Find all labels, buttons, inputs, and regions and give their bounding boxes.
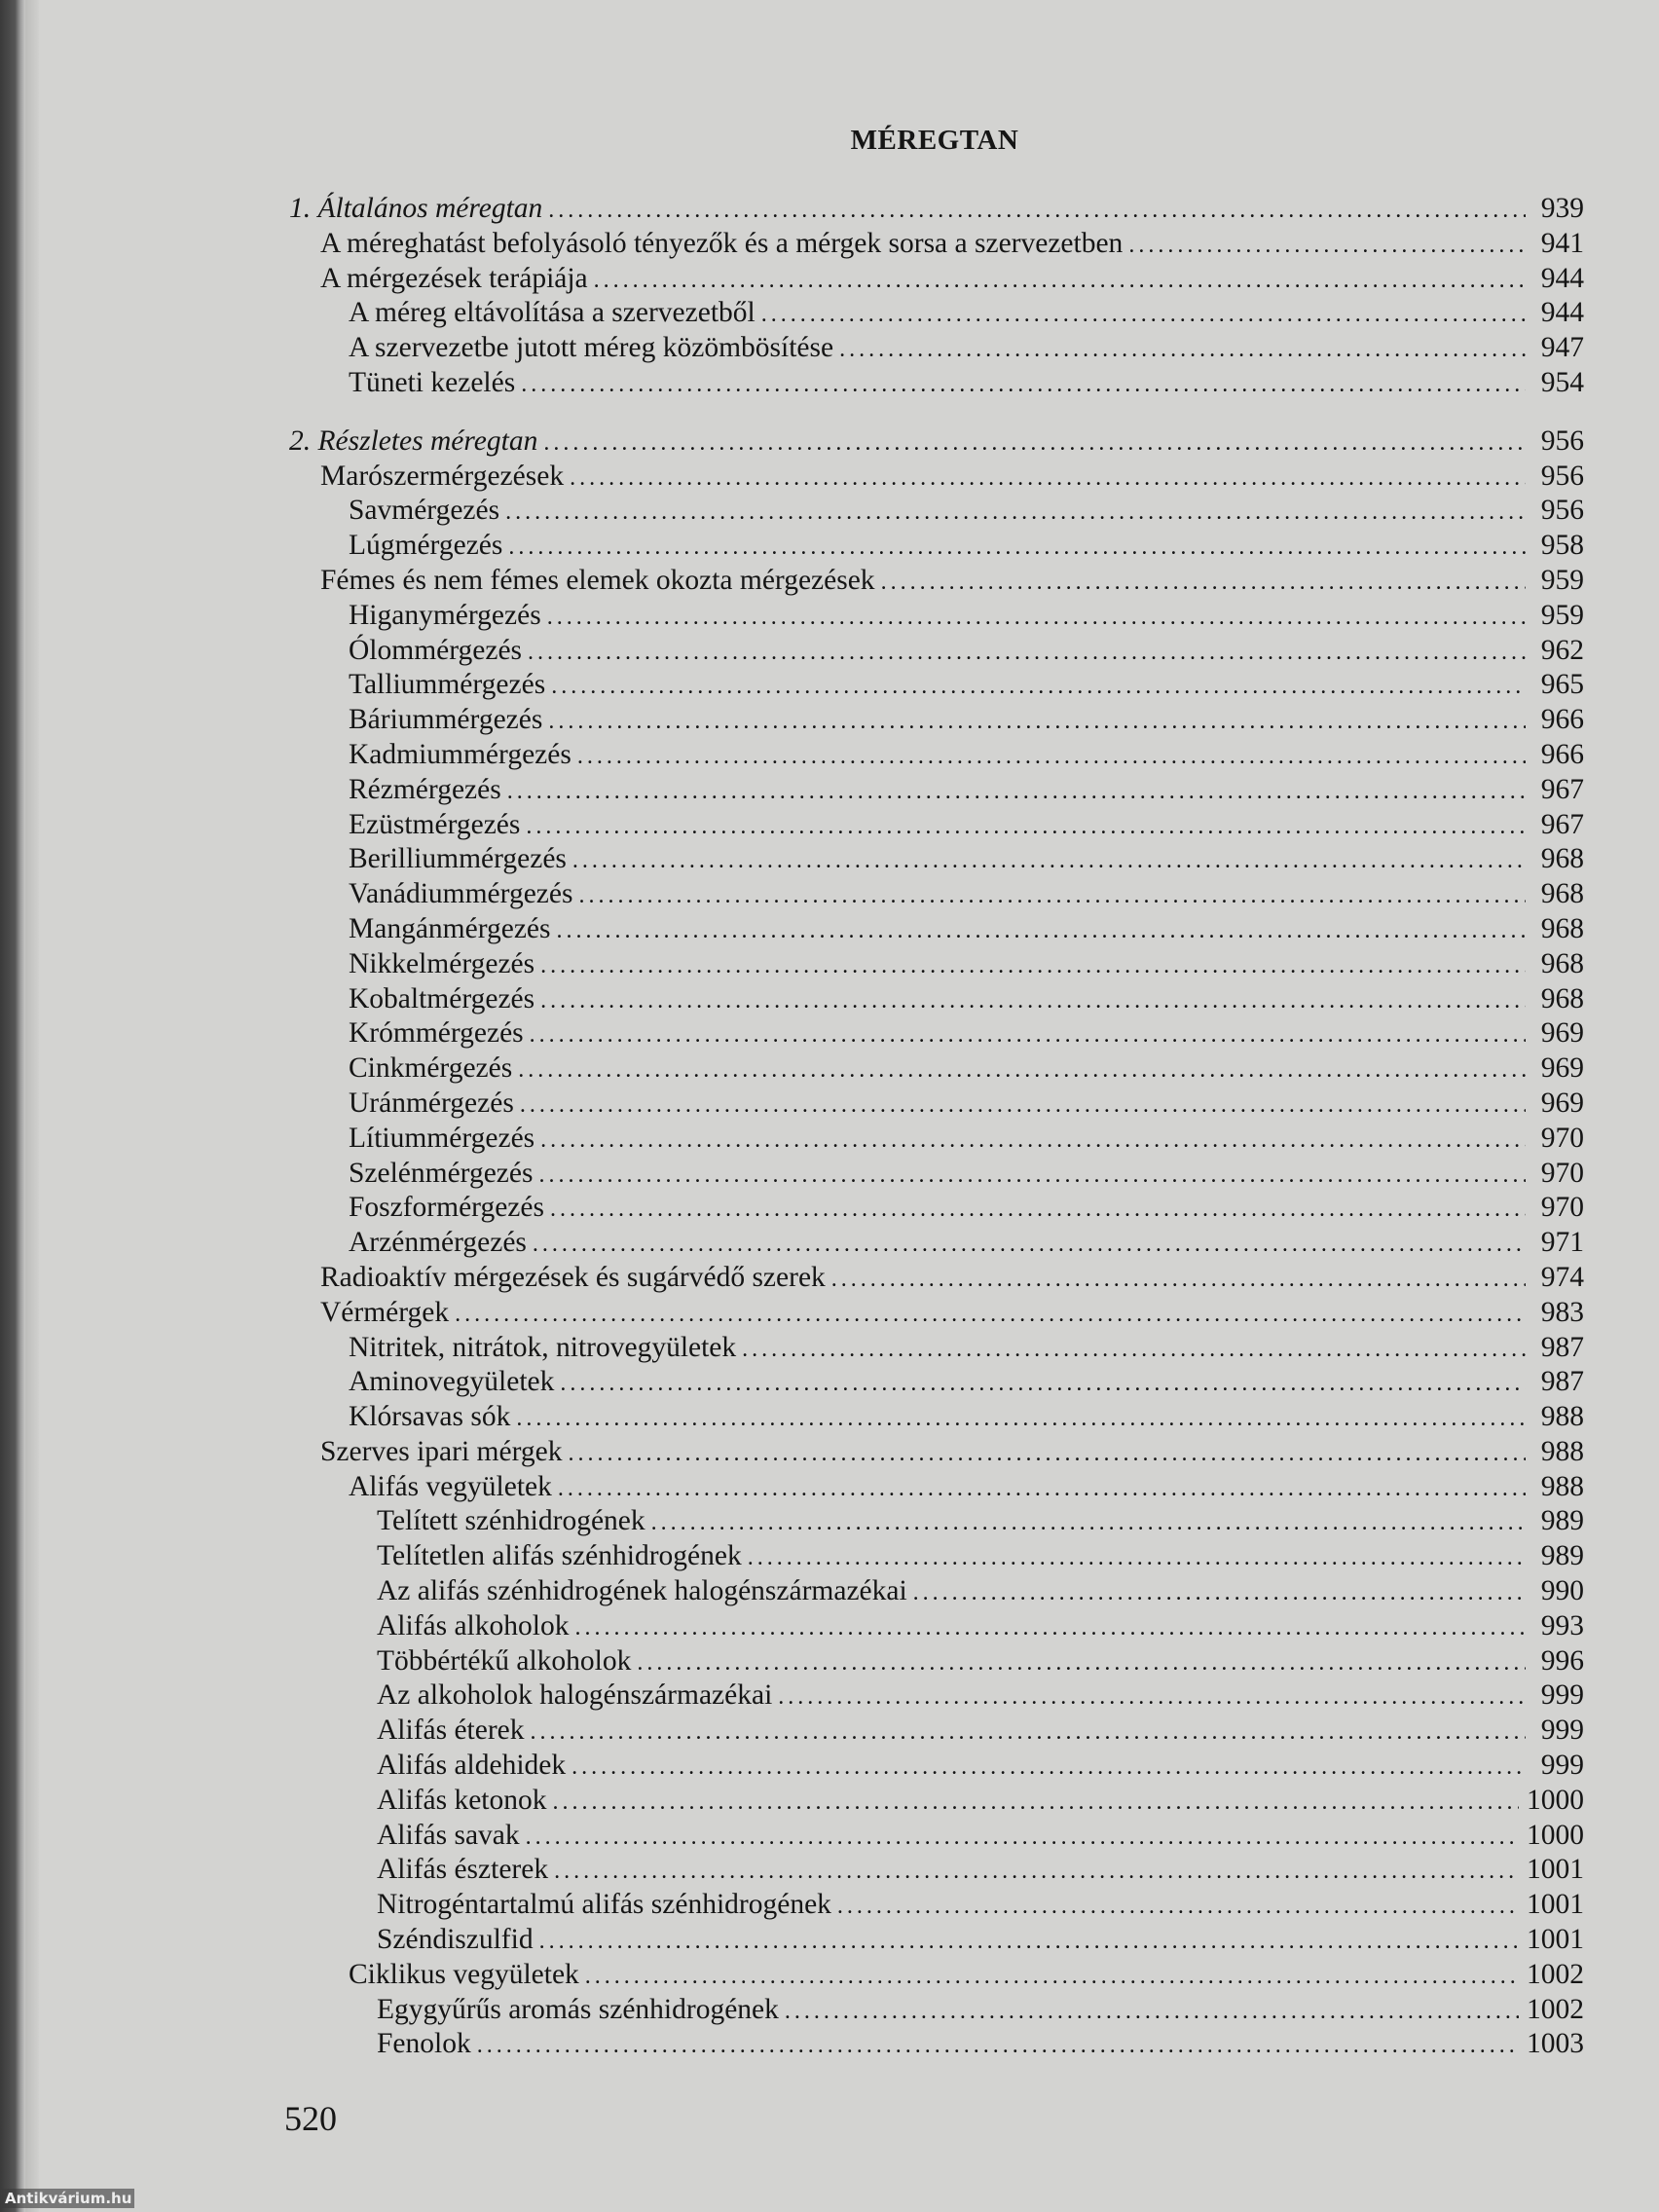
toc-entry-label: Ezüstmérgezés <box>349 808 521 840</box>
toc-entry-page: 959 <box>1540 599 1584 631</box>
toc-entry-page: 962 <box>1540 634 1584 666</box>
toc-entry <box>289 1994 1584 2029</box>
dot-leader <box>538 1162 1526 1189</box>
toc-entry-label: Ólommérgezés <box>349 634 523 666</box>
toc-entry-page: 1000 <box>1527 1819 1584 1851</box>
dot-leader <box>558 1476 1526 1502</box>
toc-entry <box>289 1750 1584 1785</box>
toc-entry <box>289 193 1584 228</box>
toc-entry <box>289 2028 1584 2063</box>
toc-entry-page: 966 <box>1540 704 1584 736</box>
dot-leader <box>521 372 1526 398</box>
toc-entry-label: Rézmérgezés <box>349 773 501 805</box>
toc-entry <box>289 1471 1584 1506</box>
toc-entry-page: 1001 <box>1527 1924 1584 1956</box>
table-of-contents <box>289 193 1584 2063</box>
toc-entry-page: 989 <box>1540 1505 1584 1537</box>
toc-entry-page: 1002 <box>1527 1993 1584 2025</box>
dot-leader <box>553 1789 1519 1816</box>
toc-entry-label: Foszformérgezés <box>349 1192 544 1224</box>
dot-leader <box>574 1615 1526 1641</box>
toc-entry <box>289 1017 1584 1052</box>
toc-entry-page: 987 <box>1540 1366 1584 1398</box>
toc-entry <box>289 530 1584 565</box>
toc-entry-page: 954 <box>1540 366 1584 398</box>
dot-leader <box>785 1999 1519 2025</box>
toc-entry <box>289 1505 1584 1540</box>
toc-entry <box>289 1820 1584 1855</box>
dot-leader <box>594 268 1526 294</box>
toc-entry-label: Nitritek, nitrátok, nitrovegyületek <box>349 1331 737 1363</box>
toc-entry <box>289 495 1584 530</box>
toc-entry-label: Alifás ketonok <box>377 1784 547 1816</box>
toc-entry-page: 974 <box>1540 1261 1584 1293</box>
toc-entry-label: Telített szénhidrogének <box>377 1505 645 1537</box>
toc-entry <box>289 425 1584 461</box>
book-spine-edge <box>0 0 25 2212</box>
toc-entry-label: Telítetlen alifás szénhidrogének <box>377 1540 742 1572</box>
toc-entry <box>289 1924 1584 1959</box>
toc-entry-label: Arzénmérgezés <box>349 1227 527 1259</box>
dot-leader <box>742 1337 1526 1363</box>
toc-entry-page: 968 <box>1540 912 1584 944</box>
toc-entry-label: Tüneti kezelés <box>349 366 516 398</box>
toc-entry-label: Talliummérgezés <box>349 669 546 701</box>
toc-entry-label: A szervezetbe jutott méreg közömbösítése <box>349 332 834 364</box>
toc-entry <box>289 913 1584 948</box>
toc-entry-label: Krómmérgezés <box>349 1017 524 1050</box>
dot-leader <box>533 1232 1526 1258</box>
toc-entry-page: 988 <box>1540 1470 1584 1502</box>
dot-leader <box>548 198 1526 224</box>
toc-entry-label: Vanádiummérgezés <box>349 878 573 910</box>
toc-entry <box>289 704 1584 739</box>
toc-entry <box>289 983 1584 1018</box>
toc-entry-page: 969 <box>1540 1017 1584 1050</box>
toc-entry-label: Széndiszulfid <box>377 1924 534 1956</box>
dot-leader <box>578 883 1526 909</box>
toc-entry-page: 965 <box>1540 669 1584 701</box>
dot-leader <box>585 1964 1519 1990</box>
toc-entry-label: Alifás vegyületek <box>349 1470 552 1502</box>
dot-leader <box>548 709 1526 735</box>
toc-entry-page: 968 <box>1540 947 1584 979</box>
toc-entry-label: Lítiummérgezés <box>349 1122 535 1154</box>
toc-entry-page: 970 <box>1540 1192 1584 1224</box>
page-title: MÉREGTAN <box>850 125 1019 156</box>
toc-entry-page: 987 <box>1540 1331 1584 1363</box>
toc-entry-page: 969 <box>1540 1087 1584 1119</box>
dot-leader <box>557 918 1526 944</box>
toc-entry <box>289 1679 1584 1714</box>
toc-entry <box>289 809 1584 844</box>
toc-entry-label: Fenolok <box>377 2028 471 2060</box>
toc-entry <box>289 669 1584 704</box>
toc-entry-label: Alifás észterek <box>377 1854 549 1886</box>
toc-entry <box>289 1959 1584 1994</box>
toc-entry-label: Alifás aldehidek <box>377 1750 567 1782</box>
toc-entry <box>289 1332 1584 1367</box>
toc-entry <box>289 1297 1584 1332</box>
dot-leader <box>526 814 1526 840</box>
toc-entry-label: Többértékű alkoholok <box>377 1644 632 1677</box>
toc-entry <box>289 461 1584 496</box>
toc-entry <box>289 739 1584 774</box>
toc-entry-label: 1. Általános méregtan <box>289 193 543 224</box>
dot-leader <box>568 1441 1526 1467</box>
toc-entry-page: 968 <box>1540 843 1584 875</box>
toc-entry-page: 1001 <box>1527 1889 1584 1921</box>
dot-leader <box>477 2033 1519 2059</box>
toc-entry <box>289 565 1584 600</box>
toc-entry-page: 999 <box>1540 1679 1584 1712</box>
toc-entry-label: Kadmiummérgezés <box>349 738 571 770</box>
toc-entry <box>289 1158 1584 1193</box>
toc-entry-label: A méreg eltávolítása a szervezetből <box>349 297 756 329</box>
toc-entry <box>289 297 1584 332</box>
toc-entry-label: Kobaltmérgezés <box>349 982 535 1014</box>
dot-leader <box>508 535 1526 561</box>
toc-entry-page: 969 <box>1540 1052 1584 1085</box>
toc-entry-label: A mérgezések terápiája <box>320 262 588 294</box>
toc-entry <box>289 1854 1584 1889</box>
dot-leader <box>571 1754 1526 1781</box>
dot-leader <box>528 640 1526 666</box>
toc-entry <box>289 1401 1584 1436</box>
dot-leader <box>507 779 1526 805</box>
toc-entry-page: 989 <box>1540 1540 1584 1572</box>
toc-entry-page: 956 <box>1540 460 1584 492</box>
dot-leader <box>778 1684 1526 1711</box>
toc-entry <box>289 228 1584 263</box>
toc-entry <box>289 843 1584 878</box>
toc-entry-page: 996 <box>1540 1644 1584 1677</box>
dot-leader <box>516 1406 1526 1432</box>
toc-entry-page: 944 <box>1540 262 1584 294</box>
dot-leader <box>748 1545 1526 1571</box>
toc-entry <box>289 332 1584 367</box>
toc-entry-page: 968 <box>1540 878 1584 910</box>
toc-entry-label: Berilliummérgezés <box>349 843 567 875</box>
toc-entry <box>289 1227 1584 1262</box>
toc-entry <box>289 600 1584 635</box>
toc-entry <box>289 1262 1584 1297</box>
toc-entry <box>289 1366 1584 1401</box>
toc-entry-label: Alifás alkoholok <box>377 1609 570 1641</box>
toc-entry <box>289 1540 1584 1575</box>
toc-entry-label: Az alifás szénhidrogének halogénszármazékai <box>377 1575 907 1607</box>
toc-entry <box>289 635 1584 670</box>
dot-leader <box>531 1719 1526 1746</box>
toc-entry-label: 2. Részletes méregtan <box>289 424 538 457</box>
toc-entry-label: Uránmérgezés <box>349 1087 514 1119</box>
toc-entry-page: 988 <box>1540 1435 1584 1467</box>
toc-entry <box>289 1052 1584 1088</box>
dot-leader <box>540 953 1526 979</box>
toc-entry-page: 966 <box>1540 738 1584 770</box>
toc-entry-label: Szerves ipari mérgek <box>320 1435 563 1467</box>
dot-leader <box>637 1650 1526 1677</box>
toc-entry-label: Klórsavas sók <box>349 1401 511 1433</box>
toc-entry-page: 967 <box>1540 808 1584 840</box>
toc-entry-label: Báriummérgezés <box>349 704 543 736</box>
toc-entry-label: Alifás savak <box>377 1819 520 1851</box>
toc-entry-page: 990 <box>1540 1575 1584 1607</box>
toc-entry-label: Mangánmérgezés <box>349 912 551 944</box>
toc-entry <box>289 1575 1584 1610</box>
toc-entry-label: Lúgmérgezés <box>349 530 503 562</box>
dot-leader <box>505 499 1526 526</box>
toc-entry-page: 988 <box>1540 1401 1584 1433</box>
dot-leader <box>540 988 1526 1014</box>
toc-entry-page: 959 <box>1540 564 1584 596</box>
page-number: 520 <box>284 2099 337 2138</box>
toc-entry-label: Alifás éterek <box>377 1714 525 1747</box>
watermark: Antikvárium.hu <box>2 2189 134 2208</box>
toc-entry-label: Vérmérgek <box>320 1296 450 1328</box>
toc-entry-page: 999 <box>1540 1750 1584 1782</box>
dot-leader <box>540 1127 1526 1154</box>
toc-entry-label: Szelénmérgezés <box>349 1157 534 1189</box>
toc-entry-page: 947 <box>1540 332 1584 364</box>
dot-leader <box>554 1859 1519 1885</box>
dot-leader <box>539 1929 1519 1955</box>
dot-leader <box>651 1510 1526 1536</box>
toc-entry-label: Ciklikus vegyületek <box>349 1958 579 1990</box>
toc-entry <box>289 1192 1584 1227</box>
dot-leader <box>572 848 1526 874</box>
dot-leader <box>577 744 1526 770</box>
toc-entry-page: 968 <box>1540 982 1584 1014</box>
page-edge <box>25 0 39 2212</box>
dot-leader <box>831 1267 1526 1293</box>
toc-entry-page: 971 <box>1540 1227 1584 1259</box>
toc-entry-page: 956 <box>1540 424 1584 457</box>
toc-entry-page: 967 <box>1540 773 1584 805</box>
toc-entry-label: Az alkoholok halogénszármazékai <box>377 1679 773 1712</box>
toc-entry <box>289 1645 1584 1680</box>
toc-entry <box>289 263 1584 298</box>
toc-entry-page: 941 <box>1540 227 1584 259</box>
toc-entry <box>289 1785 1584 1820</box>
dot-leader <box>543 430 1526 457</box>
toc-entry-page: 956 <box>1540 495 1584 527</box>
toc-entry-label: A méreghatást befolyásoló tényezők és a mérgek sorsa a szervezetben <box>320 227 1124 259</box>
toc-entry-page: 970 <box>1540 1157 1584 1189</box>
toc-entry-label: Nitrogéntartalmú alifás szénhidrogének <box>377 1889 831 1921</box>
dot-leader <box>518 1057 1526 1084</box>
dot-leader <box>530 1022 1526 1049</box>
toc-entry-page: 1000 <box>1527 1784 1584 1816</box>
toc-entry-label: Radioaktív mérgezések és sugárvédő szerek <box>320 1261 826 1293</box>
toc-entry <box>289 1436 1584 1471</box>
toc-entry-page: 1003 <box>1527 2028 1584 2060</box>
toc-entry-label: Nikkelmérgezés <box>349 947 535 979</box>
dot-leader <box>913 1580 1526 1606</box>
dot-leader <box>550 1197 1526 1223</box>
dot-leader <box>547 605 1526 631</box>
toc-entry-page: 944 <box>1540 297 1584 329</box>
toc-entry <box>289 774 1584 809</box>
toc-entry <box>289 878 1584 913</box>
toc-entry-page: 993 <box>1540 1609 1584 1641</box>
toc-entry-page: 983 <box>1540 1296 1584 1328</box>
dot-leader <box>551 674 1526 700</box>
toc-entry-label: Aminovegyületek <box>349 1366 555 1398</box>
toc-entry <box>289 1610 1584 1645</box>
toc-entry-page: 1001 <box>1527 1854 1584 1886</box>
toc-entry <box>289 1714 1584 1750</box>
dot-leader <box>526 1825 1519 1851</box>
toc-entry-label: Egygyűrűs aromás szénhidrogének <box>377 1993 779 2025</box>
dot-leader <box>520 1092 1526 1119</box>
toc-entry-label: Marószermérgezések <box>320 460 565 492</box>
dot-leader <box>1128 233 1526 259</box>
dot-leader <box>570 465 1526 492</box>
toc-entry <box>289 1889 1584 1924</box>
toc-entry-label: Higanymérgezés <box>349 599 541 631</box>
dot-leader <box>839 337 1526 363</box>
toc-entry <box>289 1123 1584 1158</box>
toc-entry-page: 999 <box>1540 1714 1584 1747</box>
dot-leader <box>761 302 1526 328</box>
toc-entry-page: 939 <box>1540 193 1584 224</box>
dot-leader <box>560 1371 1526 1397</box>
toc-entry-label: Cinkmérgezés <box>349 1052 513 1085</box>
dot-leader <box>881 570 1526 596</box>
toc-entry-page: 970 <box>1540 1122 1584 1154</box>
toc-entry-label: Savmérgezés <box>349 495 500 527</box>
toc-entry <box>289 948 1584 983</box>
toc-entry-label: Fémes és nem fémes elemek okozta mérgezések <box>320 564 875 596</box>
toc-entry-page: 958 <box>1540 530 1584 562</box>
dot-leader <box>455 1302 1526 1328</box>
toc-entry <box>289 367 1584 402</box>
dot-leader <box>837 1894 1519 1920</box>
toc-entry <box>289 1088 1584 1123</box>
toc-entry-page: 1002 <box>1527 1958 1584 1990</box>
